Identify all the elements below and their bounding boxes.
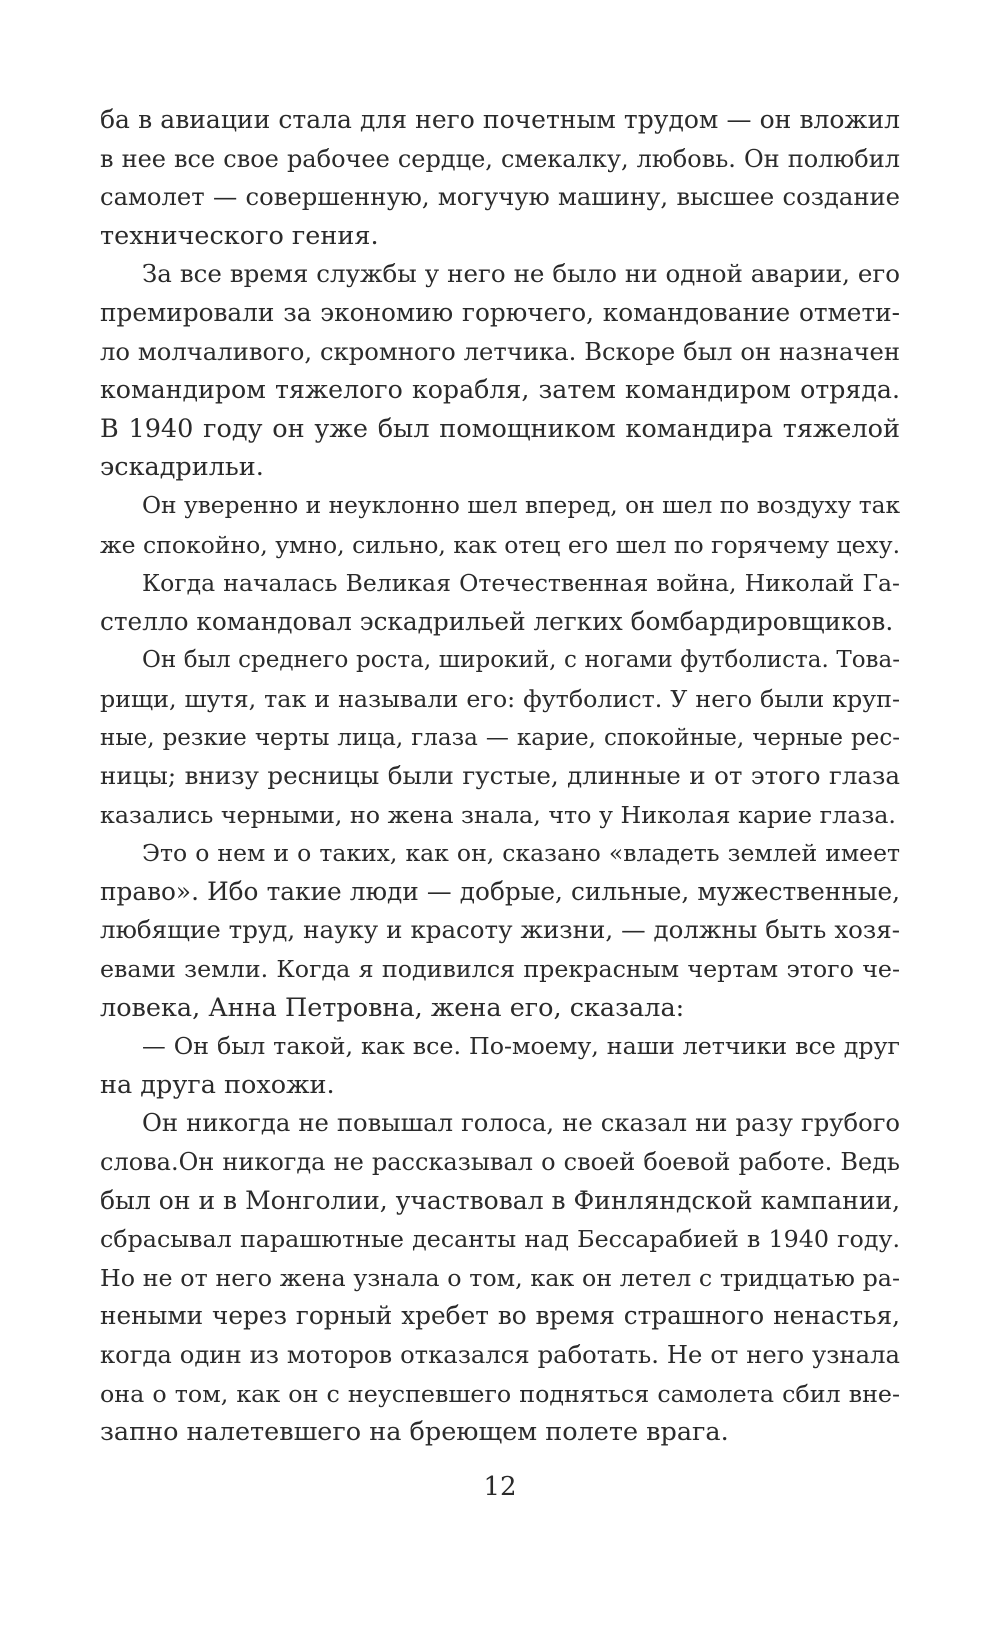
page-number: 12 [483, 1472, 517, 1502]
text-line: Это о нем и о таких, как он, сказано «владеть землей имеет [142, 839, 900, 868]
text-line: самолет — совершенную, могучую машину, высшее создание [100, 182, 900, 212]
text-line: Он был среднего роста, широкий, с ногами футболиста. Това- [142, 647, 900, 674]
text-line: ные, резкие черты лица, глаза — карие, спокойные, черные рес- [100, 724, 900, 751]
text-line: запно налетевшего на бреющем полете врага. [100, 1417, 729, 1448]
text-line: В 1940 году он уже был помощником командира тяжелой [100, 413, 900, 444]
text-line: же спокойно, умно, сильно, как отец его шел по горячему цеху. [100, 530, 901, 559]
text-line: право». Ибо такие люди — добрые, сильные, мужественные, [100, 876, 900, 906]
text-line: в нее все свое рабочее сердце, смекалку, любовь. Он полюбил [100, 144, 900, 173]
text-line: Когда началась Великая Отечественная война, Николай Га- [142, 569, 900, 598]
text-line: когда один из моторов отказался работать. Не от него узнала [100, 1340, 900, 1369]
text-line: ло молчаливого, скромного летчика. Вскоре был он назначен [100, 336, 900, 366]
body-text [100, 101, 900, 1452]
text-line: на друга похожи. [100, 1069, 335, 1100]
text-line: сбрасывал парашютные десанты над Бессарабией в 1940 году. [100, 1225, 900, 1254]
text-line: Он никогда не повышал голоса, не сказал ни разу грубого [142, 1108, 900, 1138]
text-line: ловека, Анна Петровна, жена его, сказала: [100, 992, 685, 1023]
text-line: слова.Он никогда не рассказывал о своей боевой работе. Ведь [100, 1148, 900, 1177]
text-line: Но не от него жена узнала о том, как он летел с тридцатью ра- [100, 1263, 900, 1292]
text-line: рищи, шутя, так и называли его: футболист. У него были круп- [100, 684, 900, 713]
text-line: евами земли. Когда я подивился прекрасным чертам этого че- [100, 955, 900, 984]
text-line: неными через горный хребет во время страшного ненастья, [100, 1301, 900, 1331]
text-line: Он уверенно и неуклонно шел вперед, он шел по воздуху так [142, 491, 900, 519]
text-line: ба в авиации стала для него почетным трудом — он вложил [100, 105, 900, 134]
text-line: ницы; внизу ресницы были густые, длинные и от этого глаза [100, 761, 900, 791]
text-line: премировали за экономию горючего, командование отмети- [100, 297, 900, 327]
text-line: стелло командовал эскадрильей легких бомбардировщиков. [100, 606, 894, 636]
text-line: технического гения. [100, 220, 379, 251]
text-line: казались черными, но жена знала, что у Николая карие глаза. [100, 800, 896, 829]
text-line: командиром тяжелого корабля, затем командиром отряда. [100, 375, 900, 405]
text-line: — Он был такой, как все. По-моему, наши летчики все друг [142, 1032, 900, 1061]
text-line: любящие труд, науку и красоту жизни, — должны быть хозя- [100, 915, 900, 945]
text-line: был он и в Монголии, участвовал в Финляндской кампании, [100, 1185, 901, 1215]
text-line: За все время службы у него не было ни одной аварии, его [142, 259, 900, 289]
text-line: эскадрильи. [100, 452, 264, 483]
text-line: она о том, как он с неуспевшего подняться самолета сбил вне- [100, 1379, 900, 1408]
